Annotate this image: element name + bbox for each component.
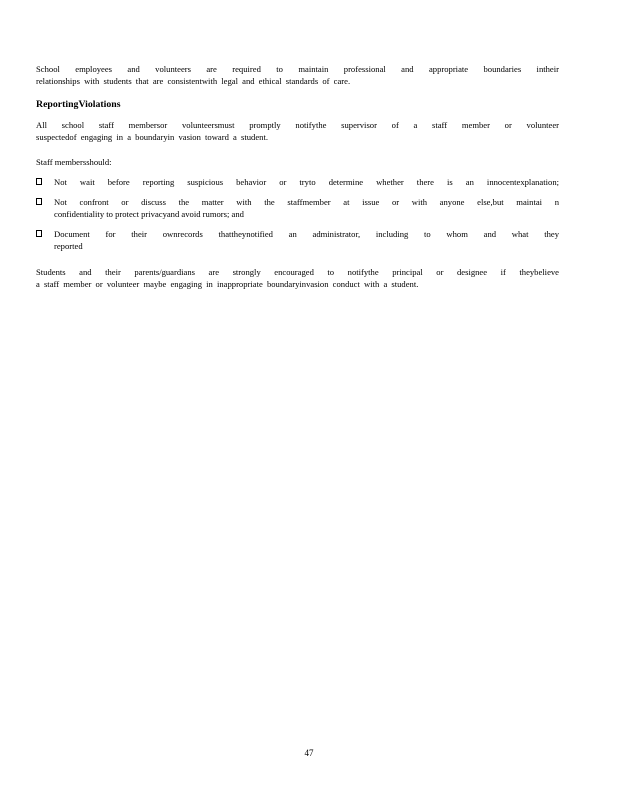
students-line-1: Students and their parents/guardians are strongly encouraged to notifythe principal or designee if theybelieve — [36, 267, 559, 277]
reporting-line-1: All school staff membersor volunteersmust promptly notifythe supervisor of a staff member or volunteer — [36, 120, 559, 130]
reporting-line-2: suspectedof engaging in a boundaryin vasion toward a student. — [36, 132, 268, 142]
bullet-1-line-1: Not wait before reporting suspicious behavior or tryto determine whether there is an innocentexplanation; — [54, 177, 559, 187]
staff-should-label: Staff membersshould: — [36, 157, 112, 167]
bullet-3-line-1: Document for their ownrecords thattheynotified an administrator, including to whom and what they — [54, 229, 559, 239]
students-line-2: a staff member or volunteer maybe engaging in inappropriate boundaryinvasion conduct with a student. — [36, 279, 419, 289]
intro-line-1: School employees and volunteers are required to maintain professional and appropriate boundaries intheir — [36, 64, 559, 74]
intro-paragraph — [36, 63, 559, 87]
list-item — [36, 228, 559, 252]
bullet-3-line-2: reported — [54, 241, 83, 251]
bullet-2-line-2: confidentiality to protect privacyand avoid rumors; and — [54, 209, 244, 219]
intro-line-2: relationships with students that are consistentwith legal and ethical standards of care. — [36, 76, 351, 86]
bullet-box-icon — [36, 230, 42, 237]
bullet-2-line-1: Not confront or discuss the matter with the staffmember at issue or with anyone else,but maintai n — [54, 197, 559, 207]
page-number: 47 — [304, 748, 314, 758]
students-paragraph — [36, 266, 559, 290]
bullet-box-icon — [36, 198, 42, 205]
list-item — [36, 196, 559, 220]
reporting-paragraph — [36, 119, 559, 143]
bullet-box-icon — [36, 178, 42, 185]
list-item — [36, 176, 559, 188]
section-heading: ReportingViolations — [36, 99, 121, 110]
